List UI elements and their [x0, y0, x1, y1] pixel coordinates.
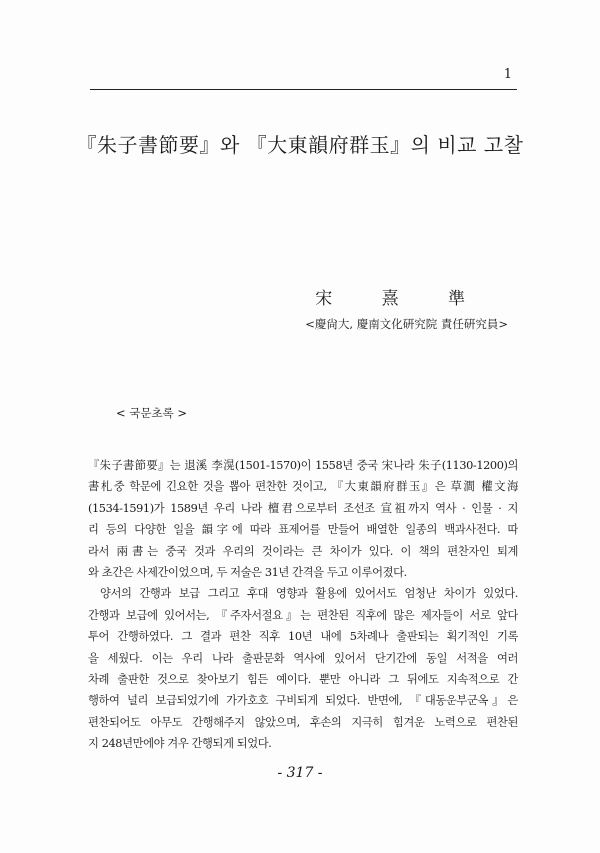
- author-affiliation: <慶尙大, 慶南文化硏究院 責任硏究員>: [305, 317, 508, 331]
- header-page-number: 1: [503, 67, 512, 82]
- text-line: 라서 兩書는 중국 것과 우리의 것이라는 큰 차이가 있다. 이 책의 편찬자인 퇴계: [88, 544, 518, 558]
- author-name: 宋 熹 準: [315, 289, 487, 309]
- text-line: 을 세웠다. 이는 우리 나라 출판문화 역사에 있어서 단기간에 동일 서적을 여러: [88, 651, 518, 665]
- text-line: 書札중 학문에 긴요한 것을 뽑아 편찬한 것이고, 『大東韻府群玉』은 草澗 權文海: [88, 480, 518, 494]
- abstract-heading: < 국문초록 >: [116, 406, 188, 420]
- text-line: 양서의 간행과 보급 그리고 후대 영향과 활용에 있어서도 엄청난 차이가 있었다.: [100, 587, 518, 601]
- text-line: 『朱子書節要』는 退溪 李滉(1501-1570)이 1558년 중국 宋나라 朱子(1130-1200)의: [88, 459, 518, 472]
- text-line: 지 248년만에야 겨우 간행되게 되었다.: [88, 737, 272, 751]
- text-line: 와 초간은 사제간이었으며, 두 저술은 31년 간격을 두고 이루어졌다.: [88, 566, 407, 580]
- header-rule: [90, 89, 517, 90]
- text-line: 차례 출판한 것으로 찾아보기 힘든 예이다. 뿐만 아니라 그 뒤에도 지속적으로 간: [88, 673, 518, 687]
- text-line: 편찬되어도 아무도 간행해주지 않았으며, 후손의 지극히 힘겨운 노력으로 편찬된: [88, 715, 518, 729]
- text-line: (1534-1591)가 1589년 우리 나라 檀君으로부터 조선조 宣祖까지 역사 · 인물 · 지: [88, 501, 518, 515]
- footer-page-number: - 317 -: [277, 765, 323, 781]
- text-line: 투어 간행하였다. 그 결과 편찬 직후 10년 내에 5차례나 출판되는 획기적인 기록: [88, 630, 518, 644]
- article-title: 『朱子書節要』와 『大東韻府群玉』의 비교 고찰: [76, 133, 524, 157]
- text-line: 행하여 널리 보급되었기에 가가호호 구비되게 되었다. 반면에, 『대동운부군옥』은: [88, 694, 518, 708]
- text-line: 간행과 보급에 있어서는, 『주자서절요』는 편찬된 직후에 많은 제자들이 서로 앞다: [88, 608, 518, 622]
- text-line: 리 등의 다양한 일을 韻字에 따라 표제어를 만들어 배열한 일종의 백과사전다. 따: [88, 523, 518, 537]
- abstract-body: [88, 455, 518, 755]
